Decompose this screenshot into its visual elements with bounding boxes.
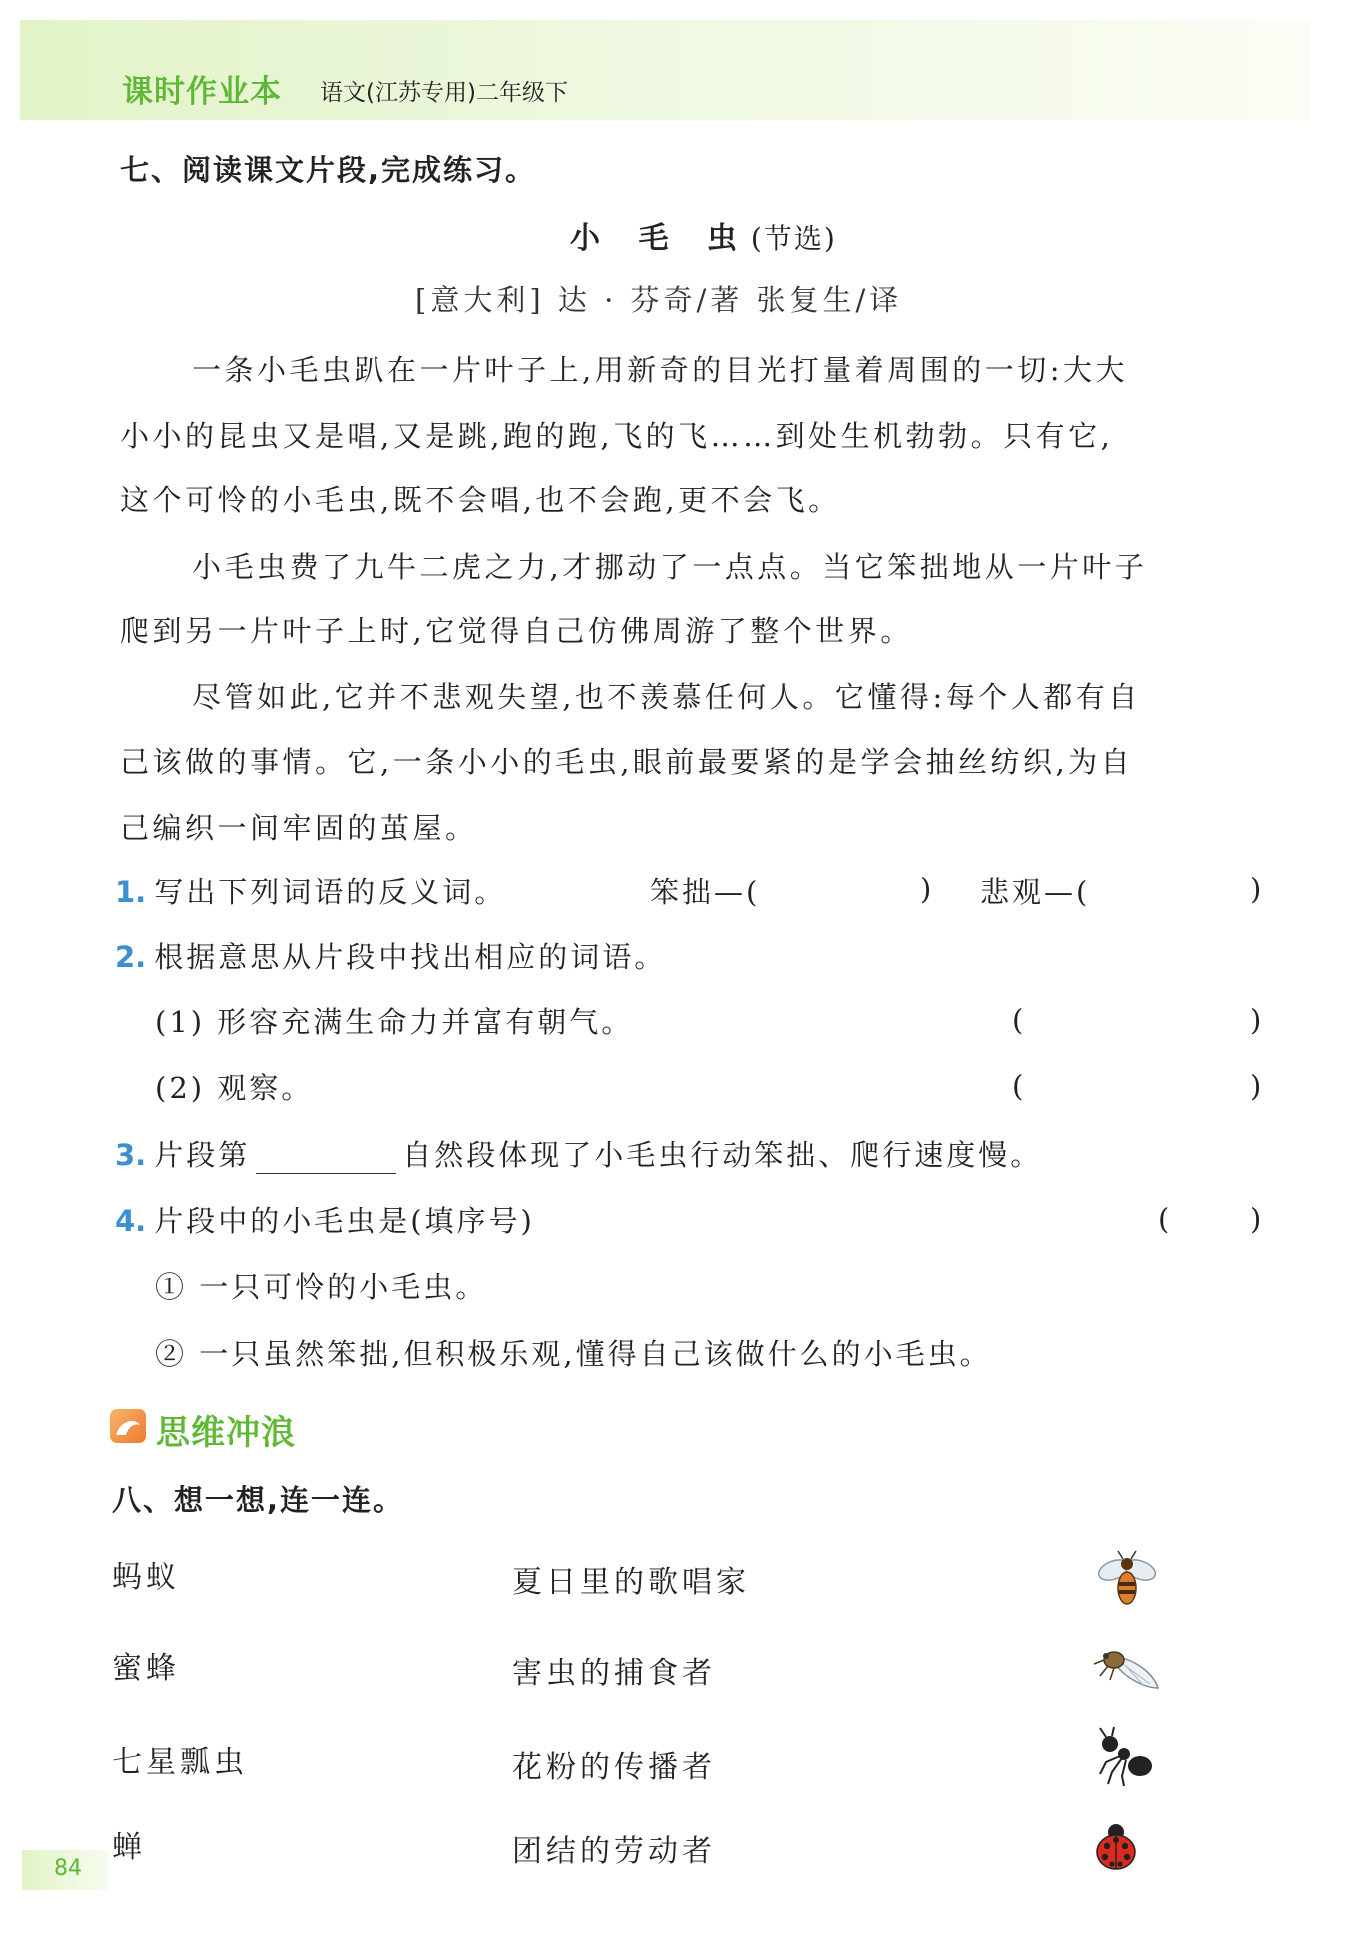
antonym-word-2: 悲观—( — [980, 875, 1091, 909]
insect-role[interactable]: 夏日里的歌唱家 — [512, 1565, 750, 1600]
thinking-label: 思维冲浪 — [156, 1413, 296, 1453]
passage-title-note: (节选) — [750, 222, 837, 255]
question-4-option-2: ② 一只虽然笨拙,但积极乐观,懂得自己该做什么的小毛虫。 — [155, 1337, 992, 1371]
insect-name[interactable]: 蚂蚁 — [112, 1560, 180, 1595]
question-3-number: 3. — [115, 1138, 147, 1172]
antonym-word-1: 笨拙—( — [650, 875, 761, 909]
page-number-tab — [22, 1850, 108, 1890]
question-4-number: 4. — [115, 1204, 147, 1238]
ladybug-icon[interactable] — [1092, 1818, 1162, 1882]
insect-role[interactable]: 害虫的捕食者 — [512, 1656, 716, 1691]
answer-blank-open[interactable]: ( — [1158, 1202, 1170, 1236]
question-2-sub-2: (2) 观察。 — [155, 1071, 314, 1105]
question-4 — [115, 1199, 535, 1240]
passage-title-text: 小 毛 虫 — [570, 221, 751, 256]
question-1-text: 写出下列词语的反义词。 — [154, 875, 507, 909]
question-2-sub-1: (1) 形容充满生命力并富有朝气。 — [155, 1005, 634, 1039]
insect-role[interactable]: 团结的劳动者 — [512, 1834, 716, 1869]
book-subject: 语文(江苏专用)二年级下 — [320, 80, 568, 106]
question-2-number: 2. — [115, 940, 147, 974]
question-3-post: 自然段体现了小毛虫行动笨拙、爬行速度慢。 — [402, 1138, 1043, 1172]
answer-blank-close[interactable]: ) — [1250, 1202, 1262, 1236]
question-4-text: 片段中的小毛虫是(填序号) — [154, 1204, 535, 1238]
book-brand: 课时作业本 — [122, 74, 282, 110]
wave-icon — [110, 1409, 146, 1443]
passage-title — [570, 213, 837, 257]
question-3-pre: 片段第 — [154, 1138, 251, 1172]
passage-line: 己编织一间牢固的茧屋。 — [120, 811, 478, 845]
passage-line: 这个可怜的小毛虫,既不会唱,也不会跑,更不会飞。 — [120, 483, 841, 517]
question-3 — [115, 1133, 1042, 1174]
question-1 — [115, 870, 506, 911]
insect-role[interactable]: 花粉的传播者 — [512, 1750, 716, 1785]
question-2-text: 根据意思从片段中找出相应的词语。 — [154, 940, 667, 974]
page-number: 84 — [54, 1856, 82, 1881]
answer-blank-close[interactable]: ) — [1250, 1003, 1262, 1037]
question-1-number: 1. — [115, 875, 147, 909]
answer-blank-1-close[interactable]: ) — [920, 872, 932, 906]
section-7-heading: 七、阅读课文片段,完成练习。 — [120, 153, 537, 187]
passage-line: 小小的昆虫又是唱,又是跳,跑的跑,飞的飞……到处生机勃勃。只有它, — [120, 419, 1114, 453]
insect-name[interactable]: 七星瓢虫 — [112, 1745, 248, 1780]
question-4-option-1: ① 一只可怜的小毛虫。 — [155, 1270, 488, 1304]
answer-blank-2-close[interactable]: ) — [1250, 872, 1262, 906]
insect-name[interactable]: 蝉 — [112, 1830, 146, 1865]
cicada-icon[interactable] — [1092, 1636, 1162, 1700]
passage-line: 爬到另一片叶子上时,它觉得自己仿佛周游了整个世界。 — [120, 614, 913, 648]
section-8-heading: 八、想一想,连一连。 — [112, 1483, 405, 1517]
answer-blank-close[interactable]: ) — [1250, 1069, 1262, 1103]
passage-byline: [意大利] 达 · 芬奇/著 张复生/译 — [415, 283, 903, 317]
answer-blank-open[interactable]: ( — [1012, 1069, 1024, 1103]
question-3-blank[interactable] — [256, 1145, 396, 1174]
passage-line: 一条小毛虫趴在一片叶子上,用新奇的目光打量着周围的一切:大大 — [192, 353, 1128, 387]
insect-name[interactable]: 蜜蜂 — [112, 1651, 180, 1686]
passage-line: 己该做的事情。它,一条小小的毛虫,眼前最要紧的是学会抽丝纺织,为自 — [120, 745, 1134, 779]
question-2 — [115, 935, 666, 976]
answer-blank-open[interactable]: ( — [1012, 1003, 1024, 1037]
passage-line: 小毛虫费了九牛二虎之力,才挪动了一点点。当它笨拙地从一片叶子 — [192, 550, 1148, 584]
passage-line: 尽管如此,它并不悲观失望,也不羡慕任何人。它懂得:每个人都有自 — [192, 680, 1141, 714]
ant-icon[interactable] — [1092, 1726, 1162, 1790]
bee-icon[interactable] — [1092, 1548, 1162, 1612]
